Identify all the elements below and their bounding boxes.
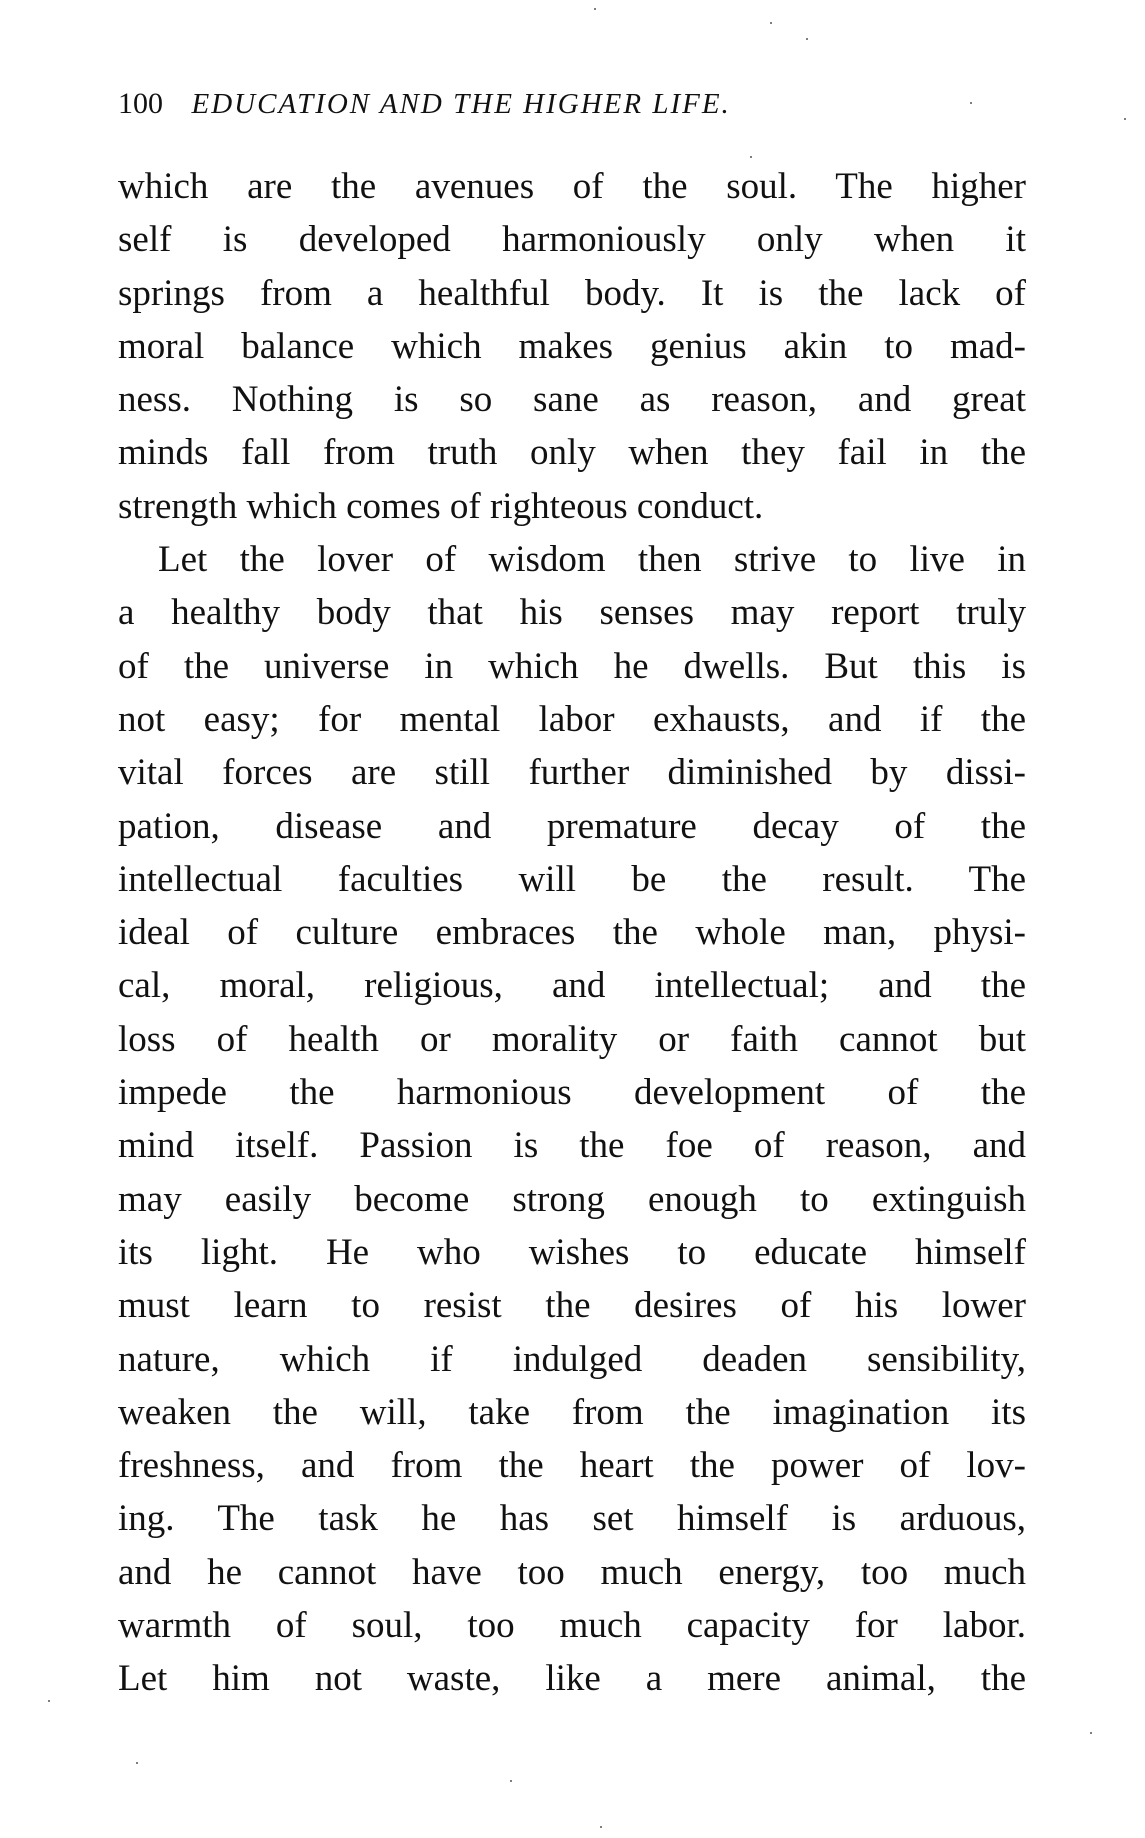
text-line: mind itself. Passion is the foe of reason, and <box>118 1125 1026 1167</box>
text-line: which are the avenues of the soul. The higher <box>118 166 1026 207</box>
scan-speck <box>136 1762 138 1764</box>
scan-speck <box>806 38 808 40</box>
text-line: ness. Nothing is so sane as reason, and great <box>118 379 1026 421</box>
text-line: self is developed harmoniously only when it <box>118 219 1026 261</box>
scan-speck <box>510 1780 512 1782</box>
scan-speck <box>1090 1732 1092 1734</box>
text-line: a healthy body that his senses may report truly <box>118 592 1026 634</box>
text-line: cal, moral, religious, and intellectual; and the <box>118 965 1026 1007</box>
scan-speck <box>1124 118 1126 120</box>
paragraph-start-line: Let the lover of wisdom then strive to live in <box>158 539 1026 581</box>
text-line: weaken the will, take from the imagination its <box>118 1391 1026 1433</box>
page-number: 100 <box>118 87 163 120</box>
scan-speck <box>48 1700 50 1702</box>
text-line: moral balance which makes genius akin to mad- <box>118 325 1026 367</box>
text-line: may easily become strong enough to extinguish <box>118 1178 1026 1220</box>
text-line: must learn to resist the desires of his lower <box>118 1285 1026 1327</box>
paragraph-end-line: strength which comes of righteous conduct. <box>118 485 764 527</box>
text-line: pation, disease and premature decay of the <box>118 805 1026 847</box>
text-line: impede the harmonious development of the <box>118 1072 1026 1114</box>
running-head <box>118 84 1028 124</box>
scan-speck <box>750 156 752 158</box>
text-line: Let him not waste, like a mere animal, the <box>118 1658 1026 1700</box>
text-line: loss of health or morality or faith cannot but <box>118 1018 1026 1060</box>
text-line: warmth of soul, too much capacity for labor. <box>118 1605 1026 1647</box>
text-line: intellectual faculties will be the result. The <box>118 858 1026 900</box>
running-title: EDUCATION AND THE HIGHER LIFE. <box>191 88 731 120</box>
scan-speck <box>594 8 596 10</box>
scan-speck <box>600 1826 602 1828</box>
body-text <box>118 160 1026 1706</box>
scan-speck <box>970 102 972 104</box>
text-line: of the universe in which he dwells. But this is <box>118 645 1026 687</box>
text-line: nature, which if indulged deaden sensibility, <box>118 1338 1026 1380</box>
text-line: springs from a healthful body. It is the lack of <box>118 272 1026 314</box>
text-line: ing. The task he has set himself is arduous, <box>118 1498 1026 1540</box>
text-line: and he cannot have too much energy, too much <box>118 1551 1026 1593</box>
scan-speck <box>770 22 772 24</box>
text-line: its light. He who wishes to educate himself <box>118 1231 1026 1273</box>
text-line: not easy; for mental labor exhausts, and if the <box>118 698 1026 740</box>
text-line: vital forces are still further diminished by dissi- <box>118 752 1026 794</box>
text-line: minds fall from truth only when they fail in the <box>118 432 1026 474</box>
text-line: ideal of culture embraces the whole man, physi- <box>118 912 1026 954</box>
text-line: freshness, and from the heart the power of lov- <box>118 1445 1026 1487</box>
